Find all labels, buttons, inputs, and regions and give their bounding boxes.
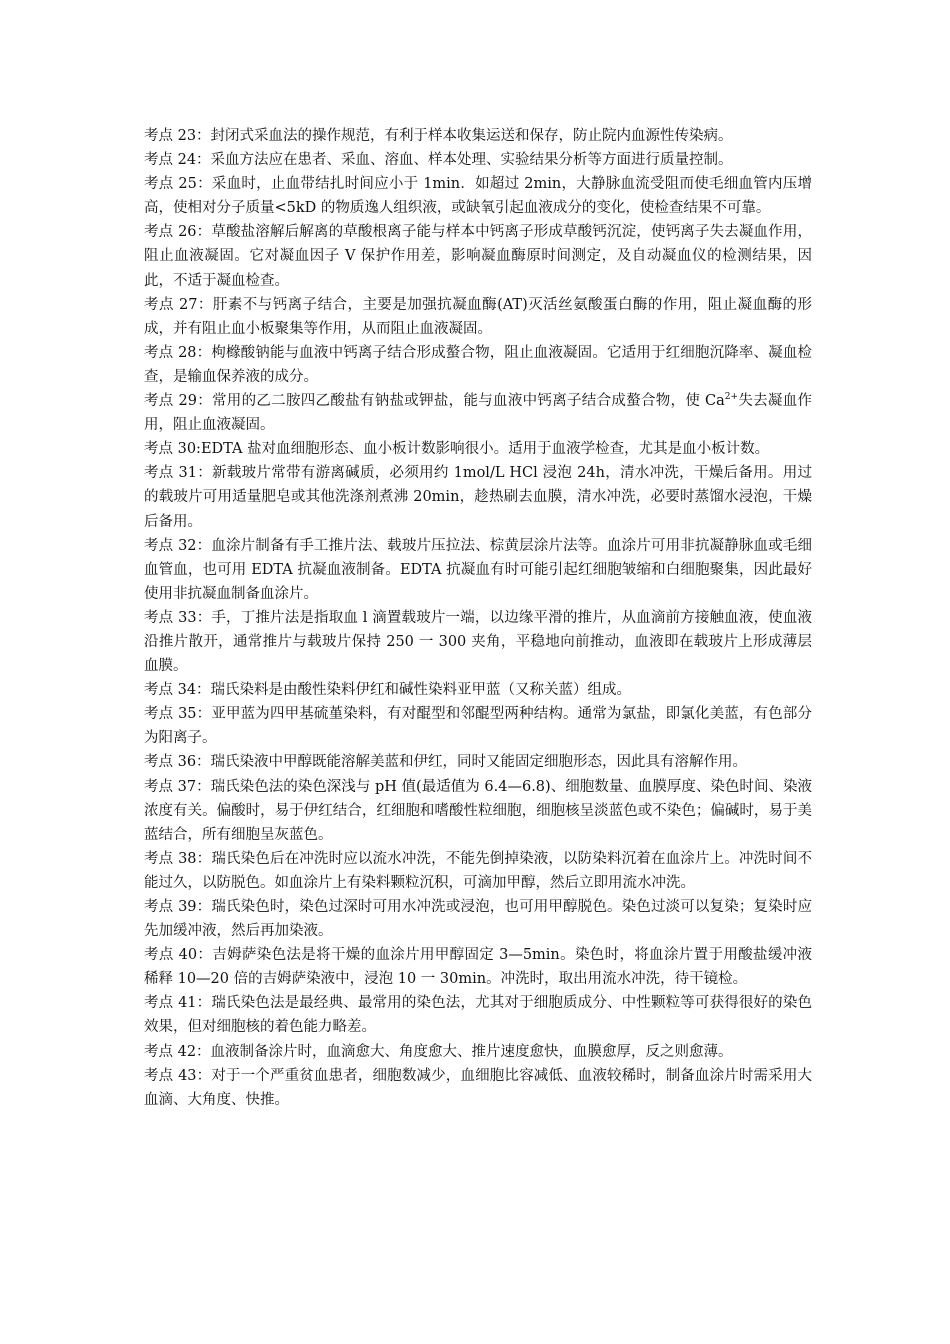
exam-point-40: 考点 40：吉姆萨染色法是将干燥的血涂片用甲醇固定 3—5min。染色时，将血涂片置于用酸盐缓冲液稀释 10—20 倍的吉姆萨染液中，浸泡 10 一 30min。冲洗时，取出用流水冲洗，待干镜检。 [144, 947, 812, 988]
exam-point-31: 考点 31：新载玻片常带有游离碱质，必须用约 1mol/L HCl 浸泡 24h，清水冲洗，干燥后备用。用过的载玻片可用适量肥皂或其他洗涤剂煮沸 20min，趁热刷去血膜，清水冲洗，必要时蒸馏水浸泡，干燥后备用。 [144, 465, 812, 530]
exam-point-32: 考点 32：血涂片制备有手工推片法、载玻片压拉法、棕黄层涂片法等。血涂片可用非抗凝静脉血或毛细血管血，也可用 EDTA 抗凝血液制备。EDTA 抗凝血有时可能引起红细胞皱缩和白细胞聚集，因此最好使用非抗凝血制备血涂片。 [144, 537, 812, 602]
exam-point-28: 考点 28：枸橼酸钠能与血液中钙离子结合形成螯合物，阻止血液凝固。它适用于红细胞沉降率、凝血检查，是输血保养液的成分。 [144, 344, 812, 385]
exam-point-38: 考点 38：瑞氏染色后在冲洗时应以流水冲洗，不能先倒掉染液，以防染料沉着在血涂片上。冲洗时间不能过久，以防脱色。如血涂片上有染料颗粒沉积，可滴加甲醇，然后立即用流水冲洗。 [144, 850, 812, 891]
exam-point-36: 考点 36：瑞氏染液中甲醇既能溶解美蓝和伊红，同时又能固定细胞形态，因此具有溶解作用。 [144, 754, 748, 771]
exam-point-37: 考点 37：瑞氏染色法的染色深浅与 pH 值(最适值为 6.4—6.8)、细胞数量、血膜厚度、染色时间、染液浓度有关。偏酸时，易于伊红结合，红细胞和嗜酸性粒细胞，细胞核呈淡蓝色或不染色；偏碱时，易于美蓝结合，所有细胞呈灰蓝色。 [144, 778, 812, 843]
exam-point-34: 考点 34：瑞氏染料是由酸性染料伊红和碱性染料亚甲蓝（又称关蓝）组成。 [144, 682, 632, 699]
exam-point-24: 考点 24：采血方法应在患者、采血、溶血、样本处理、实验结果分析等方面进行质量控制。 [144, 152, 733, 169]
exam-point-39: 考点 39：瑞氏染色时，染色过深时可用水冲洗或浸泡，也可用甲醇脱色。染色过淡可以复染；复染时应先加缓冲液，然后再加染液。 [144, 899, 812, 940]
calcium-charge-superscript: 2+ [724, 392, 739, 403]
exam-point-43: 考点 43：对于一个严重贫血患者，细胞数减少，血细胞比容减低、血液较稀时，制备血涂片时需采用大血滴、大角度、快推。 [144, 1067, 812, 1108]
exam-point-23: 考点 23：封闭式采血法的操作规范，有利于样本收集运送和保存，防止院内血源性传染病。 [144, 128, 733, 144]
exam-point-26: 考点 26：草酸盐溶解后解离的草酸根离子能与样本中钙离子形成草酸钙沉淀，使钙离子失去凝血作用，阻止血液凝固。它对凝血因子 V 保护作用差，影响凝血酶原时间测定，及自动凝血仪的检测结果，因此，不适于凝血检查。 [144, 224, 812, 289]
exam-point-35: 考点 35：亚甲蓝为四甲基硫堇染料，有对醌型和邻醌型两种结构。通常为氯盐，即氯化美蓝，有色部分为阳离子。 [144, 706, 812, 747]
exam-point-42: 考点 42：血液制备涂片时，血滴愈大、角度愈大、推片速度愈快，血膜愈厚，反之则愈薄。 [144, 1043, 733, 1060]
exam-point-30: 考点 30:EDTA 盐对血细胞形态、血小板计数影响很小。适用于血液学检查，尤其是血小板计数。 [144, 441, 770, 458]
document-body [144, 124, 812, 1112]
exam-point-29-text-after: 失去凝血作用，阻止血液凝固。 [144, 393, 813, 434]
exam-point-33: 考点 33：手，丁推片法是指取血 l 滴置载玻片一端，以边缘平滑的推片，从血滴前方接触血液，使血液沿推片散开，通常推片与载玻片保持 250 一 300 夹角，平稳地向前推动，血液即在载玻片上形成薄层血膜。 [144, 609, 812, 675]
exam-point-27: 考点 27：肝素不与钙离子结合，主要是加强抗凝血酶(AT)灭活丝氨酸蛋白酶的作用，阻止凝血酶的形成，并有阻止血小板聚集等作用，从而阻止血液凝固。 [144, 296, 812, 337]
exam-point-29-text-before: 考点 29：常用的乙二胺四乙酸盐有钠盐或钾盐，能与血液中钙离子结合成螯合物，使 Ca [144, 393, 725, 410]
exam-point-29 [144, 389, 812, 437]
exam-point-41: 考点 41：瑞氏染色法是最经典、最常用的染色法，尤其对于细胞质成分、中性颗粒等可获得很好的染色效果，但对细胞核的着色能力略差。 [144, 995, 812, 1036]
exam-point-25: 考点 25：采血时，止血带结扎时间应小于 1min．如超过 2min，大静脉血流受阻而使毛细血管内压增高，使相对分子质量<5kD 的物质逸人组织液，或缺氧引起血液成分的变化，使检查结果不可靠。 [144, 176, 812, 217]
